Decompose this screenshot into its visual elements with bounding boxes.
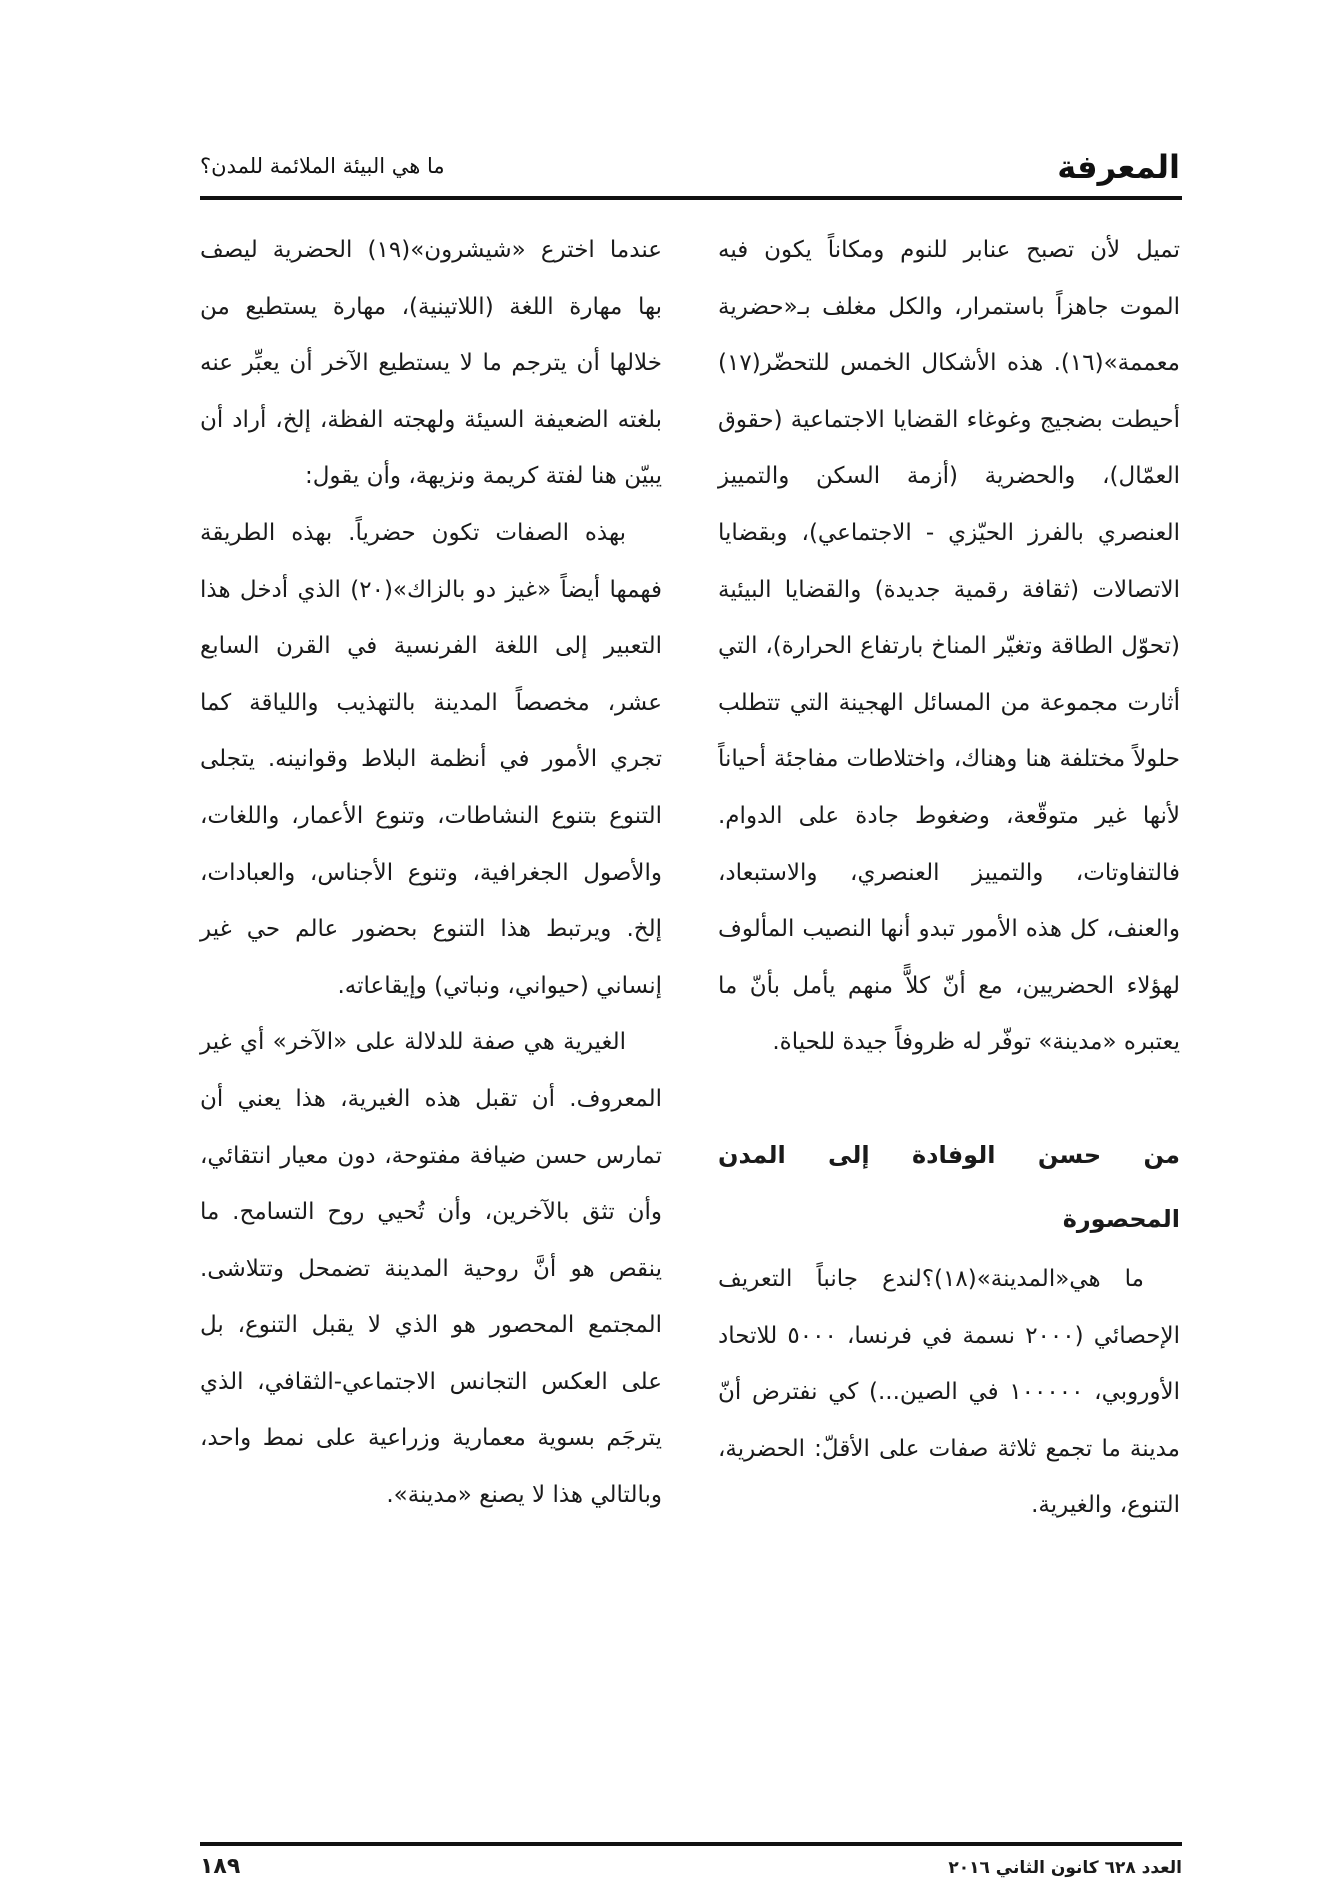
section-heading: من حسن الوفادة إلى المدن المحصورة [718,1140,1180,1233]
footer-rule [200,1842,1182,1846]
left-paragraph-2: بهذه الصفات تكون حضرياً. بهذه الطريقة فهمها أيضاً «غيز دو بالزاك»(٢٠) الذي أدخل هذا التعبير إلى اللغة الفرنسية في القرن السابع عشر، مخصصاً المدينة بالتهذيب واللياقة كما تجري الأمور في أنظمة البلاط وقوانينه. يتجلى التنوع بتنوع النشاطات، وتنوع الأعمار، واللغات، والأصول الجغرافية، وتنوع الأجناس، والعبادات، إلخ. ويرتبط هذا التنوع بحضور عالم حي غير إنساني (حيواني، ونباتي) وإيقاعاته. [200,519,662,999]
left-paragraph-3: الغيرية هي صفة للدلالة على «الآخر» أي غير المعروف. أن تقبل هذه الغيرية، هذا يعني أن تمارس حسن ضيافة مفتوحة، دون معيار انتقائي، وأن تثق بالآخرين، وأن تُحيي روح التسامح. ما ينقص هو أنَّ روحية المدينة تضمحل وتتلاشى. المجتمع المحصور هو الذي لا يقبل التنوع، بل على العكس التجانس الاجتماعي-الثقافي، الذي يترجَم بسوية معمارية وزراعية على نمط واحد، وبالتالي هذا لا يصنع «مدينة». [200,1029,662,1509]
left-column [200,222,662,1524]
page-footer [200,1854,1182,1888]
page-header [200,148,1180,192]
right-column [718,222,1180,1534]
left-paragraph-1: عندما اخترع «شيشرون»(١٩) الحضرية ليصف بها مهارة اللغة (اللاتينية)، مهارة يستطيع من خلالها أن يترجم ما لا يستطيع الآخر أن يعبِّر عنه بلغته الضعيفة السيئة ولهجته الفظة، إلخ، أراد أن يبيّن هنا لفتة كريمة ونزيهة، وأن يقول: [200,237,662,490]
running-title: ما هي البيئة الملائمة للمدن؟ [200,154,445,178]
right-paragraph-1: تميل لأن تصبح عنابر للنوم ومكاناً يكون فيه الموت جاهزاً باستمرار، والكل مغلف بـ«حضرية معممة»(١٦). هذه الأشكال الخمس للتحضّر(١٧) أحيطت بضجيج وغوغاء القضايا الاجتماعية (حقوق العمّال)، والحضرية (أزمة السكن والتمييز العنصري بالفرز الحيّزي - الاجتماعي)، وبقضايا الاتصالات (ثقافة رقمية جديدة) والقضايا البيئية (تحوّل الطاقة وتغيّر المناخ بارتفاع الحرارة)، التي أثارت مجموعة من المسائل الهجينة التي تتطلب حلولاً مختلفة هنا وهناك، واختلاطات مفاجئة أحياناً لأنها غير متوقّعة، وضغوط جادة على الدوام. فالتفاوتات، والتمييز العنصري، والاستبعاد، والعنف، كل هذه الأمور تبدو أنها النصيب المألوف لهؤلاء الحضريين، مع أنّ كلاًّ منهم يأمل بأنّ ما يعتبره «مدينة» توفّر له ظروفاً جيدة للحياة. [718,237,1180,1056]
header-rule [200,196,1182,200]
magazine-logo: المعرفة [1057,148,1180,186]
issue-info: العدد ٦٢٨ كانون الثاني ٢٠١٦ [948,1858,1182,1878]
page-number: ١٨٩ [200,1854,241,1879]
right-paragraph-2: ما هي«المدينة»(١٨)؟لندع جانباً التعريف الإحصائي (٢٠٠٠ نسمة في فرنسا، ٥٠٠٠ للاتحاد الأوروبي، ١٠٠٠٠٠ في الصين...) كي نفترض أنّ مدينة ما تجمع ثلاثة صفات على الأقلّ: الحضرية، التنوع، والغيرية. [718,1265,1180,1519]
